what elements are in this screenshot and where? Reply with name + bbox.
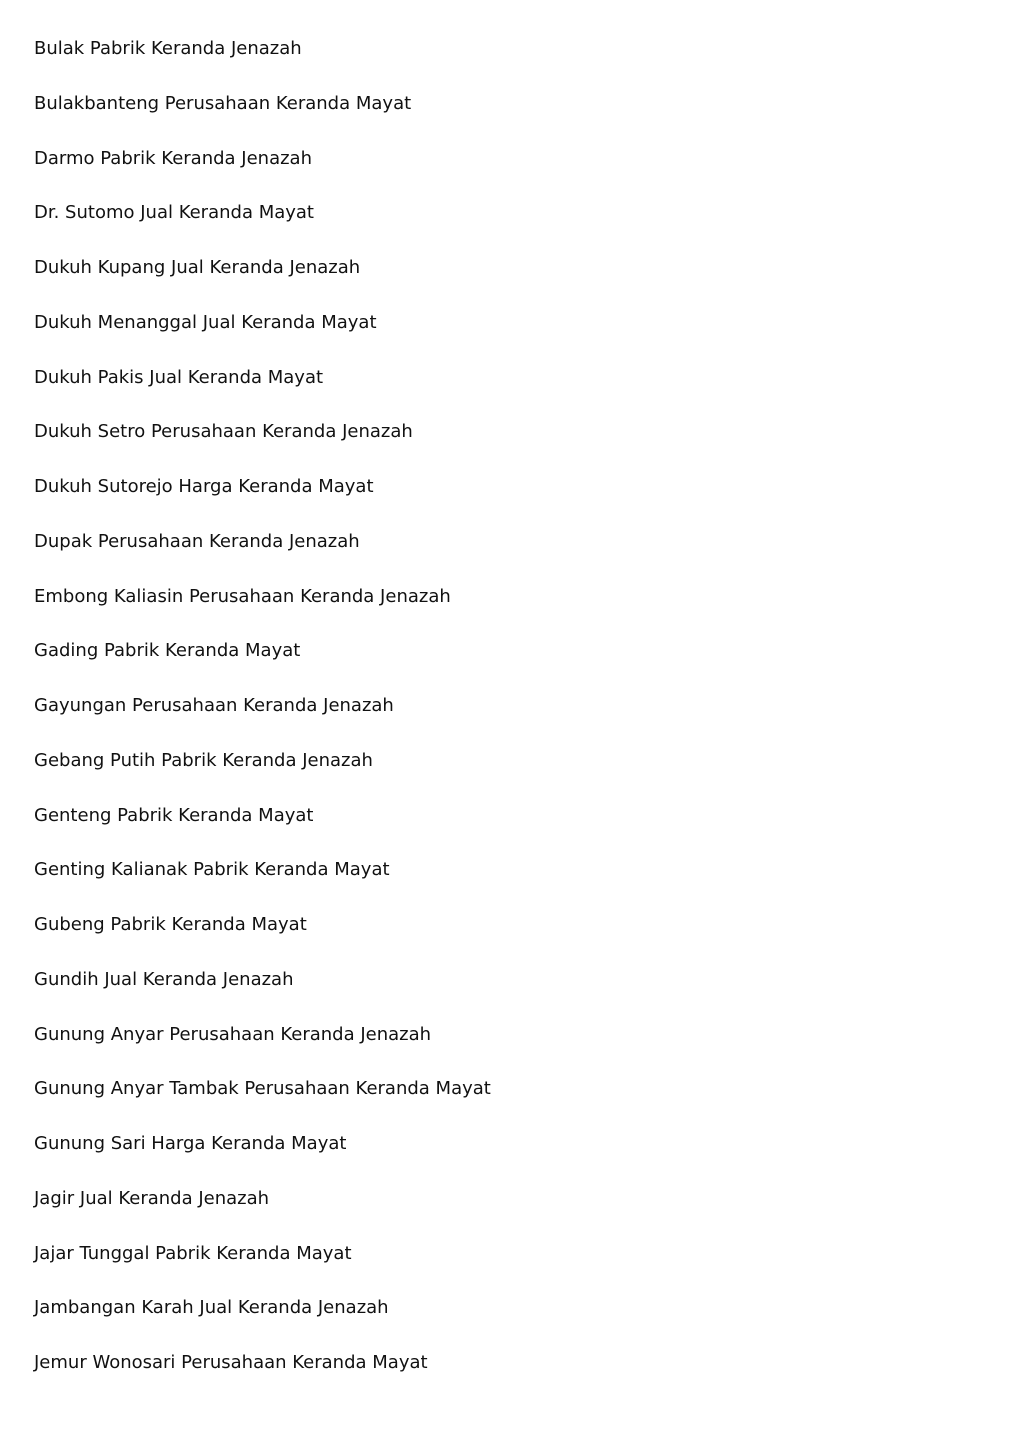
text-line: Bulak Pabrik Keranda Jenazah [34, 38, 302, 59]
text-line: Gayungan Perusahaan Keranda Jenazah [34, 695, 394, 716]
text-line: Gebang Putih Pabrik Keranda Jenazah [34, 749, 373, 771]
text-line: Gunung Anyar Perusahaan Keranda Jenazah [34, 1023, 432, 1045]
text-line: Dupak Perusahaan Keranda Jenazah [34, 530, 360, 552]
text-line: Bulakbanteng Perusahaan Keranda Mayat [34, 92, 412, 114]
text-line: Dukuh Setro Perusahaan Keranda Jenazah [34, 421, 413, 443]
text-line: Genteng Pabrik Keranda Mayat [34, 804, 314, 826]
document-page [34, 36, 994, 1405]
text-line: Darmo Pabrik Keranda Jenazah [34, 147, 312, 169]
text-line: Gading Pabrik Keranda Mayat [34, 640, 301, 662]
text-line: Embong Kaliasin Perusahaan Keranda Jenazah [34, 585, 451, 607]
text-line: Gunung Sari Harga Keranda Mayat [34, 1133, 347, 1154]
text-line: Jambangan Karah Jual Keranda Jenazah [34, 1297, 389, 1319]
text-line: Dukuh Menanggal Jual Keranda Mayat [34, 311, 377, 333]
text-line: Gunung Anyar Tambak Perusahaan Keranda Mayat [34, 1078, 491, 1100]
text-line: Jajar Tunggal Pabrik Keranda Mayat [34, 1242, 352, 1264]
text-line: Jemur Wonosari Perusahaan Keranda Mayat [34, 1352, 428, 1373]
text-line: Dr. Sutomo Jual Keranda Mayat [34, 202, 314, 224]
text-line: Gubeng Pabrik Keranda Mayat [34, 914, 307, 935]
text-line: Dukuh Sutorejo Harga Keranda Mayat [34, 476, 374, 497]
text-line: Genting Kalianak Pabrik Keranda Mayat [34, 859, 390, 881]
text-line: Dukuh Pakis Jual Keranda Mayat [34, 366, 324, 388]
text-line: Gundih Jual Keranda Jenazah [34, 968, 294, 990]
text-line: Jagir Jual Keranda Jenazah [34, 1187, 270, 1209]
text-line: Dukuh Kupang Jual Keranda Jenazah [34, 257, 361, 278]
